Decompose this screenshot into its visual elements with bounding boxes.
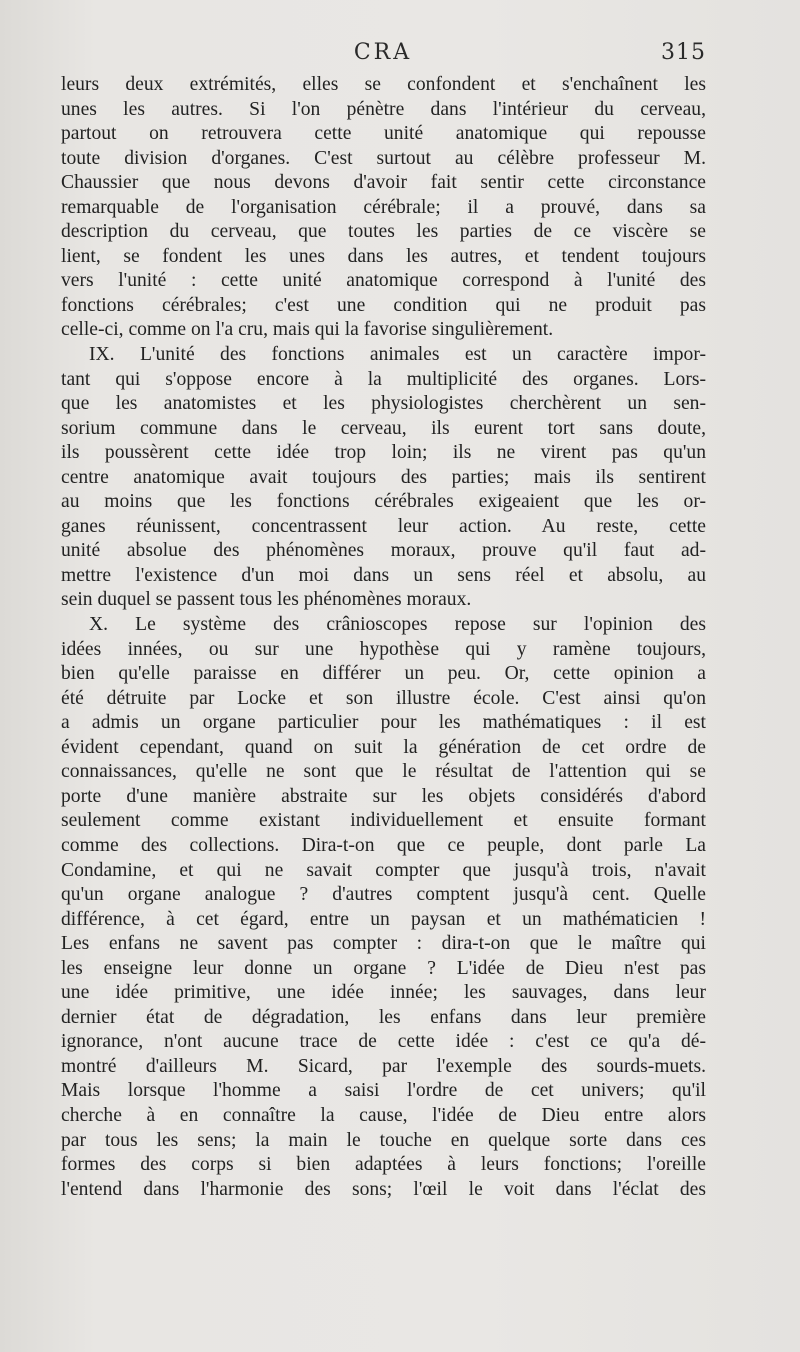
text-line: par tous les sens; la main le touche en quelque sorte dans ces	[61, 1129, 706, 1151]
text-line: Mais lorsque l'homme a saisi l'ordre de cet univers; qu'il	[61, 1080, 706, 1102]
text-line: idées innées, ou sur une hypothèse qui y ramène toujours,	[61, 638, 706, 660]
text-line: ignorance, n'ont aucune trace de cette idée : c'est ce qu'a dé-	[61, 1031, 706, 1053]
text-line: dernier état de dégradation, les enfans dans leur première	[61, 1006, 706, 1028]
paragraph-ix-start: IX. L'unité des fonctions animales est un caractère impor-	[89, 344, 706, 366]
text-line: bien qu'elle paraisse en différer un peu. Or, cette opinion a	[61, 663, 706, 685]
text-line: porte d'une manière abstraite sur les objets considérés d'abord	[61, 785, 706, 807]
text-line: seulement comme existant individuellement et ensuite formant	[61, 810, 706, 832]
page-number: 315	[661, 40, 706, 65]
text-line: connaissances, qu'elle ne sont que le résultat de l'attention qui se	[61, 761, 706, 783]
text-line: au moins que les fonctions cérébrales exigeaient que les or-	[61, 491, 706, 513]
text-line: sorium commune dans le cerveau, ils eurent tort sans doute,	[61, 417, 706, 439]
text-line: tant qui s'oppose encore à la multiplicité des organes. Lors-	[61, 368, 706, 390]
text-line: leurs deux extrémités, elles se confondent et s'enchaînent les	[61, 74, 706, 95]
text-line: toute division d'organes. C'est surtout au célèbre professeur M.	[61, 147, 706, 169]
text-line: formes des corps si bien adaptées à leurs fonctions; l'oreille	[61, 1154, 706, 1176]
text-line: été détruite par Locke et son illustre école. C'est ainsi qu'on	[61, 687, 706, 709]
text-line: différence, à cet égard, entre un paysan et un mathématicien !	[61, 908, 706, 930]
text-line: centre anatomique avait toujours des parties; mais ils sentirent	[61, 466, 706, 488]
page-header	[60, 40, 706, 74]
text-line: a admis un organe particulier pour les mathématiques : il est	[61, 712, 706, 734]
text-line: mettre l'existence d'un moi dans un sens réel et absolu, au	[61, 564, 706, 586]
text-line: cherche à en connaître la cause, l'idée de Dieu entre alors	[61, 1104, 706, 1126]
text-line: évident cependant, quand on suit la génération de cet ordre de	[61, 736, 706, 758]
running-head: CRA	[353, 40, 413, 65]
text-line: description du cerveau, que toutes les parties de ce viscère se	[61, 221, 706, 243]
text-line: unes les autres. Si l'on pénètre dans l'intérieur du cerveau,	[61, 98, 706, 120]
text-line: sein duquel se passent tous les phénomènes moraux.	[61, 589, 472, 611]
text-line: qu'un organe analogue ? d'autres comptent jusqu'à cent. Quelle	[61, 884, 706, 906]
text-line: une idée primitive, une idée innée; les sauvages, dans leur	[61, 982, 706, 1004]
text-line: montré d'ailleurs M. Sicard, par l'exemple des sourds-muets.	[61, 1055, 706, 1077]
text-line: ganes réunissent, concentrassent leur action. Au reste, cette	[61, 515, 706, 537]
text-line: ils poussèrent cette idée trop loin; ils ne virent pas qu'un	[61, 442, 706, 464]
text-line: Les enfans ne savent pas compter : dira-t-on que le maître qui	[61, 933, 706, 955]
text-line: vers l'unité : cette unité anatomique correspond à l'unité des	[61, 270, 706, 292]
text-line: fonctions cérébrales; c'est une condition qui ne produit pas	[61, 294, 706, 316]
text-line: unité absolue des phénomènes moraux, prouve qu'il faut ad-	[61, 540, 706, 562]
text-line: les enseigne leur donne un organe ? L'idée de Dieu n'est pas	[61, 957, 706, 979]
text-line: celle-ci, comme on l'a cru, mais qui la favorise singulièrement.	[61, 319, 554, 341]
text-line: l'entend dans l'harmonie des sons; l'œil le voit dans l'éclat des	[61, 1178, 706, 1200]
text-line: que les anatomistes et les physiologistes cherchèrent un sen-	[61, 393, 706, 415]
body-text	[61, 73, 706, 1202]
text-line: partout on retrouvera cette unité anatomique qui repousse	[61, 123, 706, 145]
text-line: remarquable de l'organisation cérébrale; il a prouvé, dans sa	[61, 196, 706, 218]
text-line: comme des collections. Dira-t-on que ce peuple, dont parle La	[61, 834, 706, 856]
text-line: Condamine, et qui ne savait compter que jusqu'à trois, n'avait	[61, 859, 706, 881]
text-line: lient, se fondent les unes dans les autres, et tendent toujours	[61, 245, 706, 267]
text-line: Chaussier que nous devons d'avoir fait sentir cette circonstance	[61, 172, 706, 194]
paragraph-x-start: X. Le système des crânioscopes repose sur l'opinion des	[89, 614, 706, 636]
